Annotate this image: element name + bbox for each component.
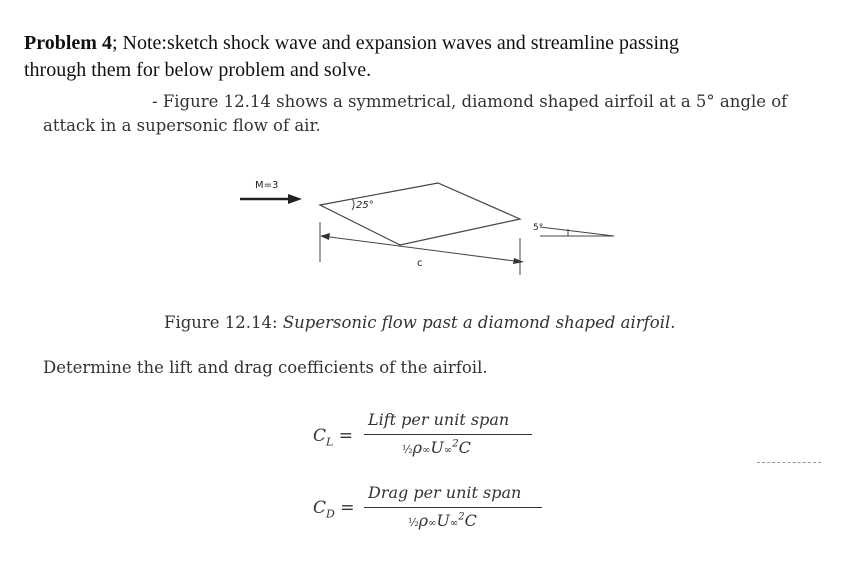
aoa-line-chord-extension	[540, 227, 614, 236]
cl-fraction-bar	[364, 434, 532, 435]
cd-fraction-bar	[364, 507, 542, 508]
chord-label: c	[417, 258, 423, 269]
problem-number: Problem 4	[24, 32, 112, 54]
flow-arrow-head	[288, 194, 302, 204]
cd-lhs: $C_D$ =	[313, 498, 355, 521]
scan-artifact-dashes	[757, 462, 821, 463]
statement-line-2: attack in a supersonic flow of air.	[43, 116, 321, 135]
cl-lhs: $C_L$ =	[313, 426, 353, 449]
cl-denominator: ½ρ∞U∞$^2$C	[402, 438, 471, 457]
problem-note: ; Note:sketch shock wave and expansion waves and streamline passing	[111, 32, 680, 54]
figure-caption	[164, 313, 676, 332]
chord-arrow-right	[513, 258, 524, 264]
mach-label: M=3	[255, 180, 279, 191]
task-text: Determine the lift and drag coefficients of the airfoil.	[43, 358, 488, 377]
aoa-label: 5°	[533, 223, 544, 233]
cd-numerator: Drag per unit span	[368, 483, 522, 502]
caption-text: Supersonic flow past a diamond shaped airfoil.	[282, 313, 676, 332]
chord-arrow-left	[320, 233, 330, 240]
cl-numerator: Lift per unit span	[368, 410, 510, 429]
statement-line-1: - Figure 12.14 shows a symmetrical, diamond shaped airfoil at a 5° angle of	[152, 92, 788, 111]
diamond-airfoil	[320, 183, 520, 245]
half-angle-arc	[352, 199, 354, 210]
cd-denominator: ½ρ∞U∞$^2$C	[408, 511, 477, 530]
half-angle-label: 25°	[356, 200, 374, 211]
problem-line-2: through them for below problem and solve.	[24, 59, 372, 81]
caption-prefix: Figure 12.14:	[164, 313, 283, 332]
